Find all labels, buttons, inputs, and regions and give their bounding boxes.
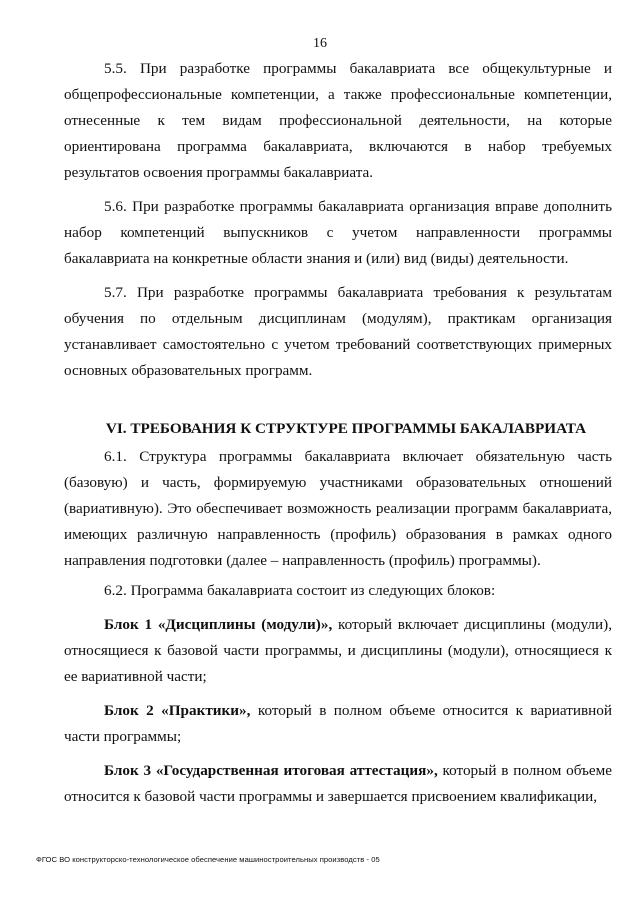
paragraph-5-7: 5.7. При разработке программы бакалавриата требования к результатам обучения по отдельным дисциплинам (модулям), практикам организация устанавливает самостоятельно с учетом требований соответствующих примерных основных образовательных программ. — [64, 284, 612, 379]
paragraph-6-2: 6.2. Программа бакалавриата состоит из следующих блоков: — [104, 582, 496, 599]
paragraph-5-5: 5.5. При разработке программы бакалавриата все общекультурные и общепрофессиональные компетенции, а также профессиональные компетенции, отнесенные к тем видам профессиональной деятельности, на которые ориентирована программа бакалавриата, включаются в набор требуемых результатов освоения программы бакалавриата. — [64, 60, 612, 181]
block-2-title: Блок 2 «Практики», — [104, 702, 251, 719]
block-3-title: Блок 3 «Государственная итоговая аттестация», — [104, 762, 438, 779]
block-2-paragraph — [64, 698, 612, 750]
block-1-paragraph — [64, 612, 612, 690]
section-heading: VI. ТРЕБОВАНИЯ К СТРУКТУРЕ ПРОГРАММЫ БАКАЛАВРИАТА — [105, 420, 587, 437]
page-number: 16 — [313, 36, 327, 51]
block-3-text: который в полном объеме относится к базовой части программы и завершается присвоением квалификации, — [64, 762, 612, 805]
paragraph-6-1: 6.1. Структура программы бакалавриата включает обязательную часть (базовую) и часть, формируемую участниками образовательных отношений (вариативную). Это обеспечивает возможность реализации программ бакалавриата, имеющих различную направленность (профиль) образования в рамках одного направления подготовки (далее – направленность (профиль) программы). — [64, 448, 612, 569]
block-2-text: который в полном объеме относится к вариативной части программы; — [64, 702, 612, 745]
block-3-paragraph — [64, 758, 612, 810]
block-1-title: Блок 1 «Дисциплины (модули)», — [104, 616, 333, 633]
block-1-text: который включает дисциплины (модули), относящиеся к базовой части программы, и дисциплины (модули), относящиеся к ее вариативной части; — [64, 616, 612, 685]
page-content — [64, 56, 612, 810]
paragraph-5-6: 5.6. При разработке программы бакалавриата организация вправе дополнить набор компетенций выпускников с учетом направленности программы бакалавриата на конкретные области знания и (или) вид (виды) деятельности. — [64, 198, 612, 267]
page-footer: ФГОС ВО конструкторско-технологическое обеспечение машиностроительных производств - 05 — [36, 855, 380, 864]
